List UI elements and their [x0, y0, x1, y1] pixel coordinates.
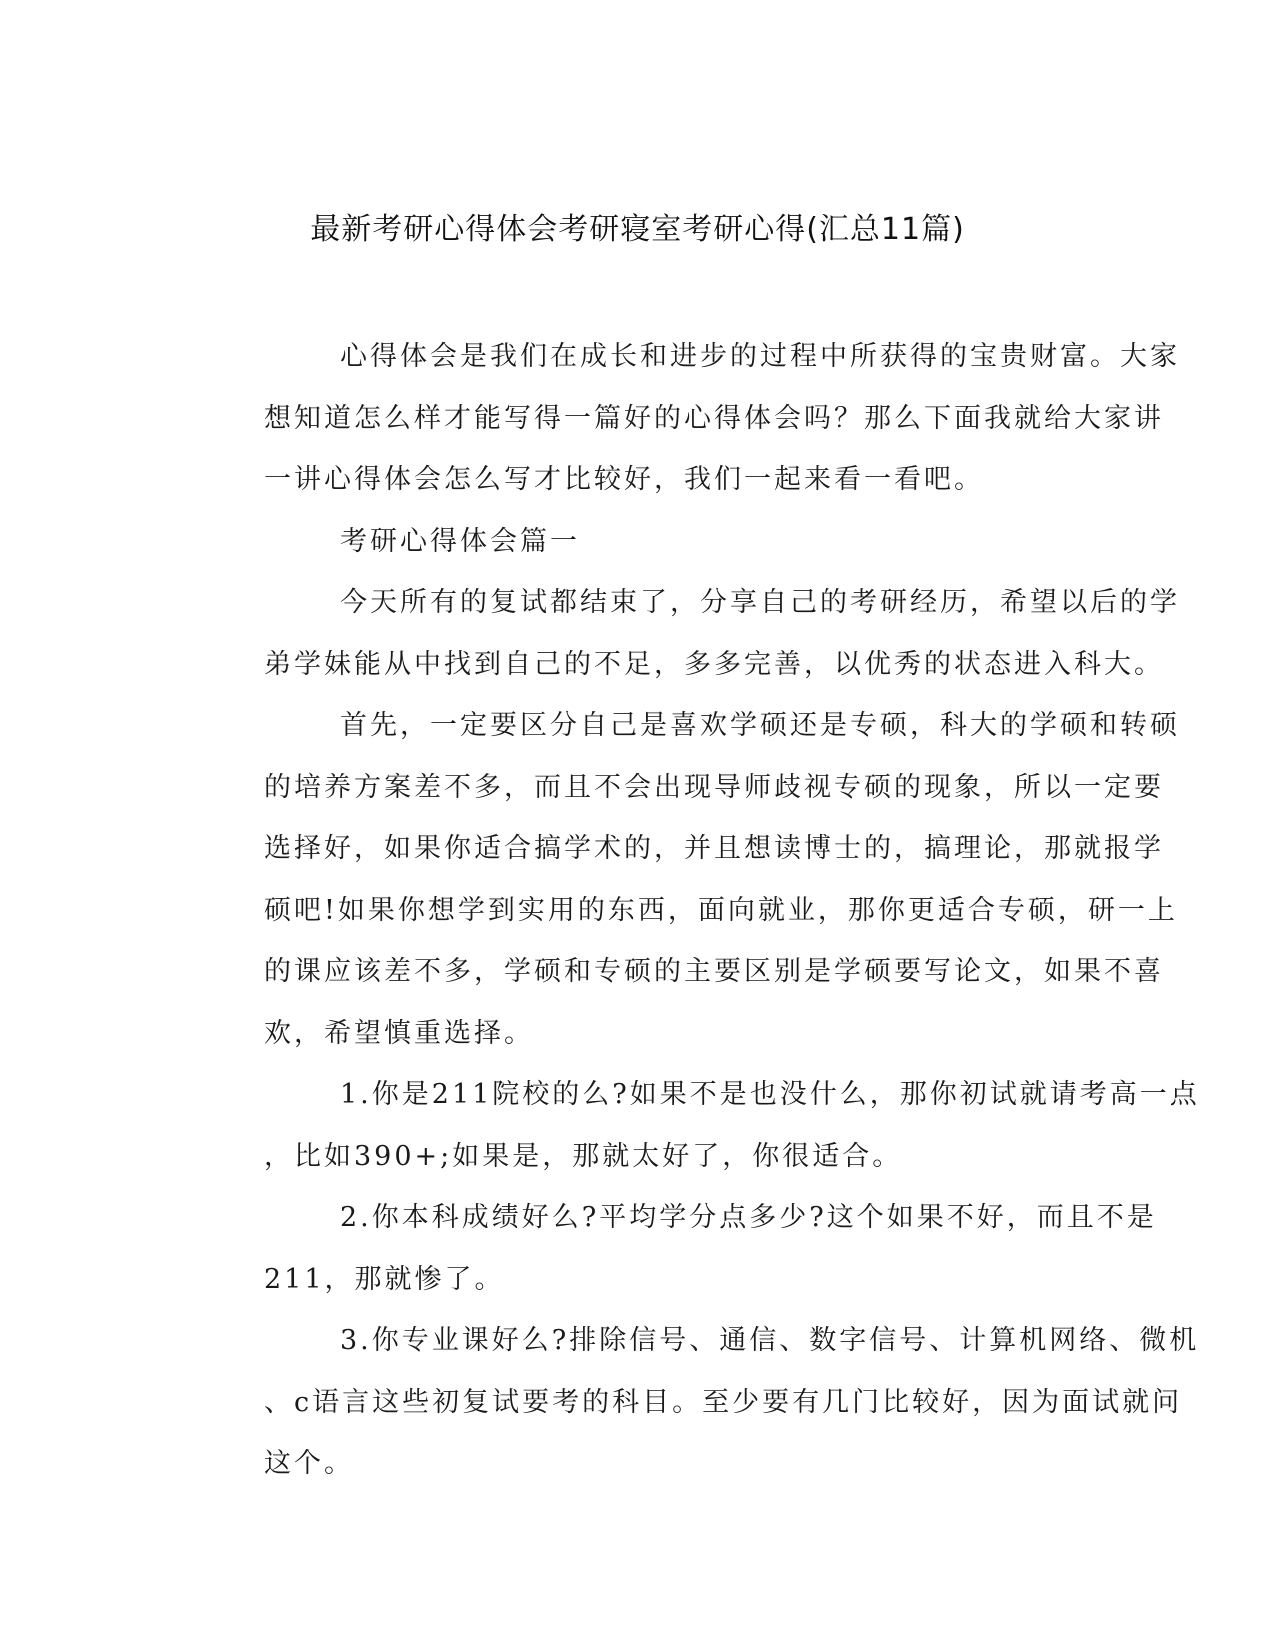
text-line: 2.你本科成绩好么?平均学分点多少?这个如果不好，而且不是	[340, 1202, 1157, 1233]
text-line: 这个。	[264, 1448, 354, 1479]
paragraph-intro	[188, 326, 1180, 511]
text-line: 硕吧!如果你想学到实用的东西，面向就业，那你更适合专硕，研一上	[264, 894, 1178, 926]
text-line: 211，那就惨了。	[264, 1263, 505, 1295]
list-item	[188, 1064, 1200, 1187]
text-line: 、c语言这些初复试要考的科目。至少要有几门比较好，因为面试就问	[264, 1386, 1183, 1418]
text-line: 1.你是211院校的么?如果不是也没什么，那你初试就请考高一点	[340, 1079, 1200, 1110]
paragraph	[188, 572, 1180, 695]
text-line: 弟学妹能从中找到自己的不足，多多完善，以优秀的状态进入科大。	[264, 648, 1164, 680]
text-line: 想知道怎么样才能写得一篇好的心得体会吗？那么下面我就给大家讲	[264, 402, 1164, 434]
paragraph	[188, 695, 1180, 1064]
text-line: 3.你专业课好么?排除信号、通信、数字信号、计算机网络、微机	[340, 1325, 1200, 1356]
document-title: 最新考研心得体会考研寝室考研心得(汇总11篇)	[310, 212, 965, 247]
text-line: 心得体会是我们在成长和进步的过程中所获得的宝贵财富。大家	[340, 341, 1180, 372]
list-item	[188, 1310, 1200, 1495]
text-line: 欢，希望慎重选择。	[264, 1017, 534, 1049]
text-line: 首先，一定要区分自己是喜欢学硕还是专硕，科大的学硕和转硕	[340, 710, 1180, 741]
text-line: 的培养方案差不多，而且不会出现导师歧视专硕的现象，所以一定要	[264, 771, 1164, 803]
text-line: 考研心得体会篇一	[340, 525, 580, 557]
text-line: 的课应该差不多，学硕和专硕的主要区别是学硕要写论文，如果不喜	[264, 956, 1164, 987]
text-line: 选择好，如果你适合搞学术的，并且想读博士的，搞理论，那就报学	[264, 833, 1164, 864]
text-line: 今天所有的复试都结束了，分享自己的考研经历，希望以后的学	[340, 587, 1180, 618]
text-line: ，比如390+;如果是，那就太好了，你很适合。	[264, 1140, 903, 1172]
list-item	[188, 1187, 1157, 1310]
section-heading	[188, 511, 1092, 573]
text-line: 一讲心得体会怎么写才比较好，我们一起来看一看吧。	[264, 464, 984, 495]
document-body	[188, 326, 1200, 1495]
